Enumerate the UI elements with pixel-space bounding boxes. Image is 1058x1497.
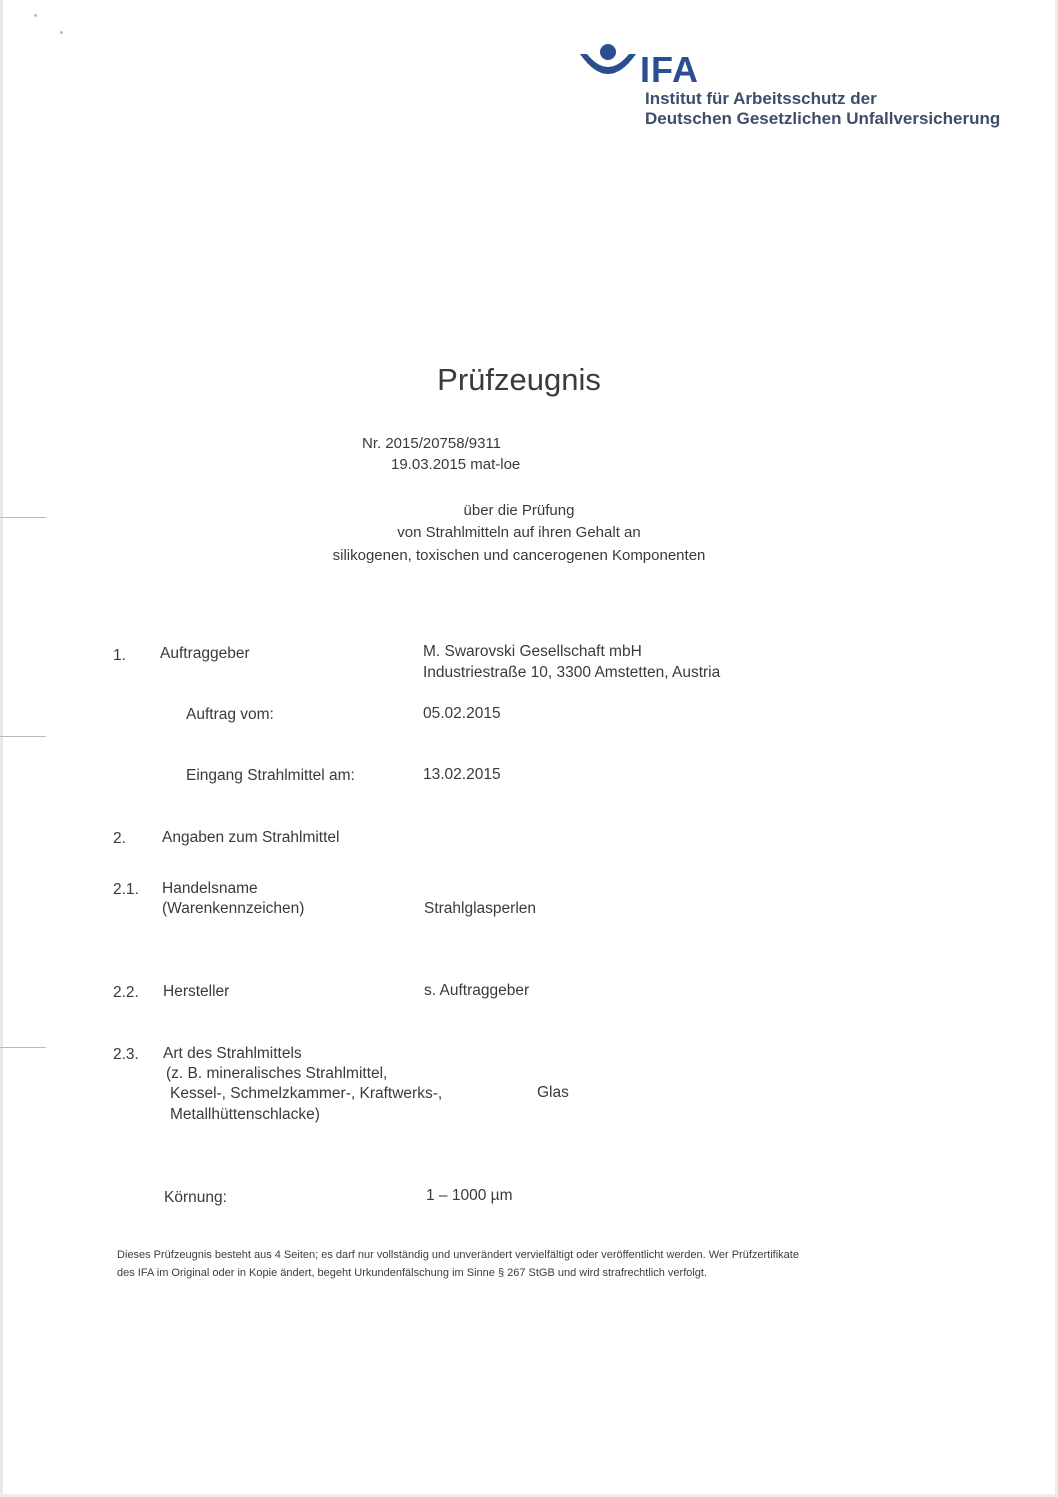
grain-size-value: 1 – 1000 µm [426,1187,513,1204]
document-date: 19.03.2015 mat-loe [391,456,521,473]
footer-note-line1: Dieses Prüfzeugnis besteht aus 4 Seiten; es darf nur vollständig und unverändert vervielfältigt oder veröffentlicht werden. Wer Prüfzertifikate [117,1249,799,1261]
subject-line2: von Strahlmitteln auf ihren Gehalt an [397,524,641,541]
order-date-label: Auftrag vom: [186,706,274,723]
section-label: Art des Strahlmittels [163,1045,302,1062]
logo-text: IFA [640,49,700,90]
ifa-logo-icon [577,42,639,84]
document-title: Prüfzeugnis [437,362,601,397]
institute-name-line1: Institut für Arbeitsschutz der [645,89,877,108]
receipt-date-label: Eingang Strahlmittel am: [186,767,355,784]
client-address: Industriestraße 10, 3300 Amstetten, Austria [423,664,721,681]
section-number: 2.2. [113,984,139,1001]
client-name: M. Swarovski Gesellschaft mbH [423,643,642,660]
grain-size-label: Körnung: [164,1189,227,1206]
section-label: Auftraggeber [160,645,250,662]
trade-name-value: Strahlglasperlen [424,900,537,917]
subject-line1: über die Prüfung [463,502,575,519]
subject-line3: silikogenen, toxischen und cancerogenen Komponenten [332,547,706,564]
punch-mark [0,736,46,737]
footer-note-line2: des IFA im Original oder in Kopie ändert, begeht Urkundenfälschung im Sinne § 267 StGB und wird strafrechtlich verfolgt. [117,1267,708,1279]
manufacturer-value: s. Auftraggeber [424,982,530,999]
document-number: Nr. 2015/20758/9311 [362,435,502,452]
section-number: 2.1. [113,881,139,898]
section-number: 2. [113,830,126,847]
section-label-sub: Metallhüttenschlacke) [170,1106,320,1123]
section-number: 2.3. [113,1046,139,1063]
media-type-value: Glas [537,1084,569,1101]
receipt-date-value: 13.02.2015 [423,766,501,783]
institute-name-line2: Deutschen Gesetzlichen Unfallversicherung [645,109,1001,128]
section-number: 1. [113,647,126,664]
punch-mark [0,1047,46,1048]
section-label: Handelsname [162,880,258,897]
section-label: Angaben zum Strahlmittel [162,829,340,846]
section-label-sub: (Warenkennzeichen) [162,900,305,917]
section-label-sub: Kessel-, Schmelzkammer-, Kraftwerks-, [170,1085,443,1102]
scan-speck [60,31,63,34]
page-edge-left [0,0,3,1497]
section-label: Hersteller [163,983,230,1000]
order-date-value: 05.02.2015 [423,705,501,722]
scan-speck [34,14,37,17]
section-label-sub: (z. B. mineralisches Strahlmittel, [166,1065,388,1082]
